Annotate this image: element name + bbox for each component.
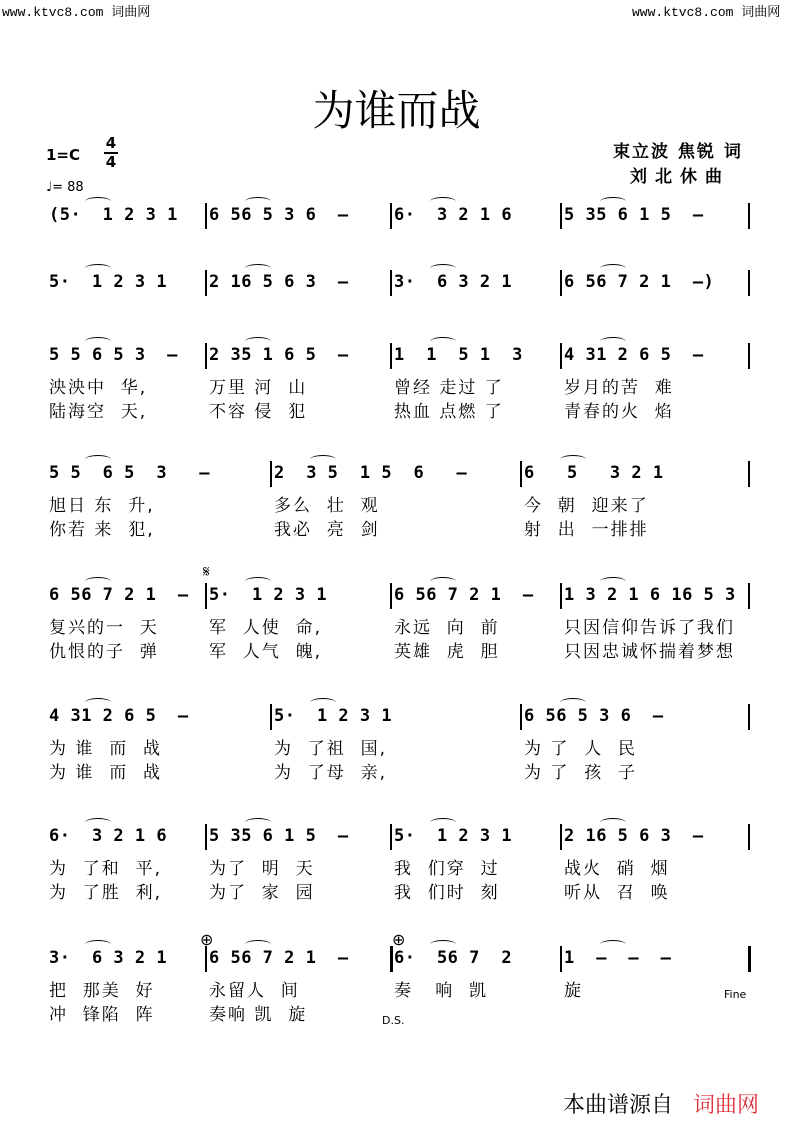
barline: [390, 270, 392, 296]
lyric-line-1: 我 们穿 过: [394, 859, 500, 879]
slur: [245, 940, 271, 949]
lyric-line-2: 奏响 凯 旋: [209, 1005, 308, 1025]
measure: 5· 1 2 3 1: [49, 272, 168, 292]
lyric-line-1: 为 了 人 民: [524, 739, 638, 759]
measure: 5 35 6 1 5 —: [209, 826, 349, 846]
measure: 6· 3 2 1 6: [394, 205, 513, 225]
lyric-line-1: 今 朝 迎来了: [524, 496, 649, 516]
barline: [560, 203, 562, 229]
slur: [430, 940, 456, 949]
barline: [748, 824, 750, 850]
lyric-line-2: 热血 点燃 了: [394, 402, 504, 422]
coda-icon: ⊕: [392, 930, 406, 949]
ds-marking: D.S.: [382, 1014, 405, 1027]
lyric-line-2: 为 了母 亲,: [274, 763, 388, 783]
measure: (5· 1 2 3 1: [49, 205, 178, 225]
lyric-line-2: 为 谁 而 战: [49, 763, 163, 783]
lyric-line-1: 永留人 间: [209, 981, 300, 1001]
barline: [748, 461, 750, 487]
barline: [270, 704, 272, 730]
lyric-line-2: 我必 亮 剑: [274, 520, 380, 540]
slur: [560, 455, 586, 464]
measure: 3· 6 3 2 1: [49, 948, 168, 968]
barline: [390, 824, 392, 850]
measure: 2 16 5 6 3 —: [209, 272, 349, 292]
barline: [560, 824, 562, 850]
barline: [390, 203, 392, 229]
lyric-line-2: 青春的火 焰: [564, 402, 674, 422]
slur: [245, 264, 271, 273]
barline: [205, 946, 207, 972]
measure: 5 5 6 5 3 —: [49, 463, 211, 483]
key-signature: 1=C: [46, 146, 81, 164]
fine-marking: Fine: [724, 988, 747, 1001]
barline: [748, 946, 751, 972]
slur: [600, 818, 626, 827]
barline: [560, 946, 562, 972]
lyric-line-1: 岁月的苦 难: [564, 378, 674, 398]
barline: [205, 824, 207, 850]
tempo-marking: ♩= 88: [46, 180, 84, 195]
measure: 5 35 6 1 5 —: [564, 205, 704, 225]
measure: 5· 1 2 3 1: [209, 585, 328, 605]
slur: [600, 264, 626, 273]
barline: [520, 461, 522, 487]
slur: [600, 940, 626, 949]
slur: [85, 337, 111, 346]
composer-credit: 刘北休曲: [630, 167, 730, 187]
barline: [520, 704, 522, 730]
barline: [205, 203, 207, 229]
slur: [245, 337, 271, 346]
barline: [560, 583, 562, 609]
measure: 6 56 7 2 1 —: [49, 585, 189, 605]
measure: 1 — — —: [564, 948, 672, 968]
lyric-line-2: 军 人气 魄,: [209, 642, 323, 662]
measure: 1 3 2 1 6 16 5 3: [564, 585, 736, 605]
lyric-line-2: 冲 锋陷 阵: [49, 1005, 155, 1025]
lyric-line-2: 只因忠诚怀揣着梦想: [564, 642, 735, 662]
barline: [205, 270, 207, 296]
lyric-line-2: 听从 召 唤: [564, 883, 670, 903]
measure: 6· 3 2 1 6: [49, 826, 168, 846]
song-title: 为谁而战: [312, 86, 481, 135]
barline: [748, 343, 750, 369]
lyric-line-1: 奏 响 凯: [394, 981, 489, 1001]
lyric-line-1: 战火 硝 烟: [564, 859, 670, 879]
lyric-line-2: 为了 家 园: [209, 883, 315, 903]
lyric-line-1: 只因信仰告诉了我们: [564, 618, 735, 638]
lyric-line-1: 旭日 东 升,: [49, 496, 155, 516]
lyric-line-1: 为 了祖 国,: [274, 739, 388, 759]
measure: 3· 6 3 2 1: [394, 272, 513, 292]
lyric-line-1: 为了 明 天: [209, 859, 315, 879]
lyric-line-1: 为 了和 平,: [49, 859, 163, 879]
lyric-line-2: 我 们时 刻: [394, 883, 500, 903]
slur: [430, 264, 456, 273]
watermark-right: www.ktvc8.com 词曲网: [632, 5, 781, 20]
lyric-line-1: 军 人使 命,: [209, 618, 323, 638]
slur: [430, 577, 456, 586]
slur: [85, 264, 111, 273]
lyric-line-1: 永远 向 前: [394, 618, 500, 638]
measure: 5 5 6 5 3 —: [49, 345, 178, 365]
quarter-note-icon: ♩: [46, 180, 53, 195]
footer-site: 词曲网: [693, 1093, 760, 1118]
measure: 6 56 5 3 6 —: [209, 205, 349, 225]
barline: [390, 946, 393, 972]
barline: [560, 270, 562, 296]
measure: 6 5 3 2 1: [524, 463, 664, 483]
lyric-line-1: 多么 壮 观: [274, 496, 380, 516]
slur: [85, 698, 111, 707]
lyric-line-2: 陆海空 天,: [49, 402, 148, 422]
measure: 5· 1 2 3 1: [274, 706, 393, 726]
measure: 6 56 7 2 1 —): [564, 272, 715, 292]
slur: [600, 337, 626, 346]
measure: 2 16 5 6 3 —: [564, 826, 704, 846]
lyric-line-2: 仇恨的子 弹: [49, 642, 159, 662]
lyric-line-2: 为 了 孩 子: [524, 763, 638, 783]
barline: [390, 583, 392, 609]
segno-icon: 𝄋: [203, 562, 210, 581]
slur: [85, 455, 111, 464]
time-numerator: 4: [105, 134, 117, 152]
lyric-line-1: 曾经 走过 了: [394, 378, 504, 398]
slur: [310, 455, 336, 464]
measure: 1 1 5 1 3: [394, 345, 523, 365]
lyric-line-2: 不容 侵 犯: [209, 402, 308, 422]
lyric-line-2: 为 了胜 利,: [49, 883, 163, 903]
slur: [245, 197, 271, 206]
slur: [430, 818, 456, 827]
lyric-line-2: 英雄 虎 胆: [394, 642, 500, 662]
slur: [560, 698, 586, 707]
barline: [390, 343, 392, 369]
lyric-line-1: 泱泱中 华,: [49, 378, 148, 398]
footer-source: 本曲谱源自: [563, 1093, 674, 1118]
lyric-line-2: 你若 来 犯,: [49, 520, 155, 540]
measure: 2 35 1 6 5 —: [209, 345, 349, 365]
measure: 4 31 2 6 5 —: [49, 706, 189, 726]
slur: [600, 197, 626, 206]
slur: [310, 698, 336, 707]
slur: [85, 818, 111, 827]
lyric-line-1: 为 谁 而 战: [49, 739, 163, 759]
measure: 4 31 2 6 5 —: [564, 345, 704, 365]
barline: [205, 343, 207, 369]
measure: 5· 1 2 3 1: [394, 826, 513, 846]
footer: [563, 1088, 759, 1119]
slur: [85, 197, 111, 206]
slur: [85, 940, 111, 949]
barline: [560, 343, 562, 369]
lyric-line-1: 万里 河 山: [209, 378, 308, 398]
measure: 6 56 7 2 1 —: [209, 948, 349, 968]
watermark-left: www.ktvc8.com 词曲网: [2, 5, 151, 20]
lyric-line-1: 把 那美 好: [49, 981, 155, 1001]
lyric-line-2: 射 出 一排排: [524, 520, 649, 540]
barline: [748, 704, 750, 730]
slur: [245, 818, 271, 827]
measure: 2 3 5 1 5 6 —: [274, 463, 468, 483]
barline: [748, 270, 750, 296]
lyricist-credit: 束立波 焦锐 词: [613, 142, 743, 162]
time-denominator: 4: [105, 153, 117, 171]
barline: [748, 583, 750, 609]
time-signature: [104, 136, 118, 170]
lyric-line-1: 复兴的一 天: [49, 618, 159, 638]
coda-icon: ⊕: [200, 930, 214, 949]
slur: [430, 197, 456, 206]
measure: 6 56 7 2 1 —: [394, 585, 534, 605]
barline: [270, 461, 272, 487]
slur: [600, 577, 626, 586]
barline: [205, 583, 207, 609]
barline: [748, 203, 750, 229]
slur: [430, 337, 456, 346]
measure: 6 56 5 3 6 —: [524, 706, 664, 726]
slur: [245, 577, 271, 586]
measure: 6· 56 7 2: [394, 948, 513, 968]
slur: [85, 577, 111, 586]
lyric-line-1: 旋: [564, 981, 583, 1001]
